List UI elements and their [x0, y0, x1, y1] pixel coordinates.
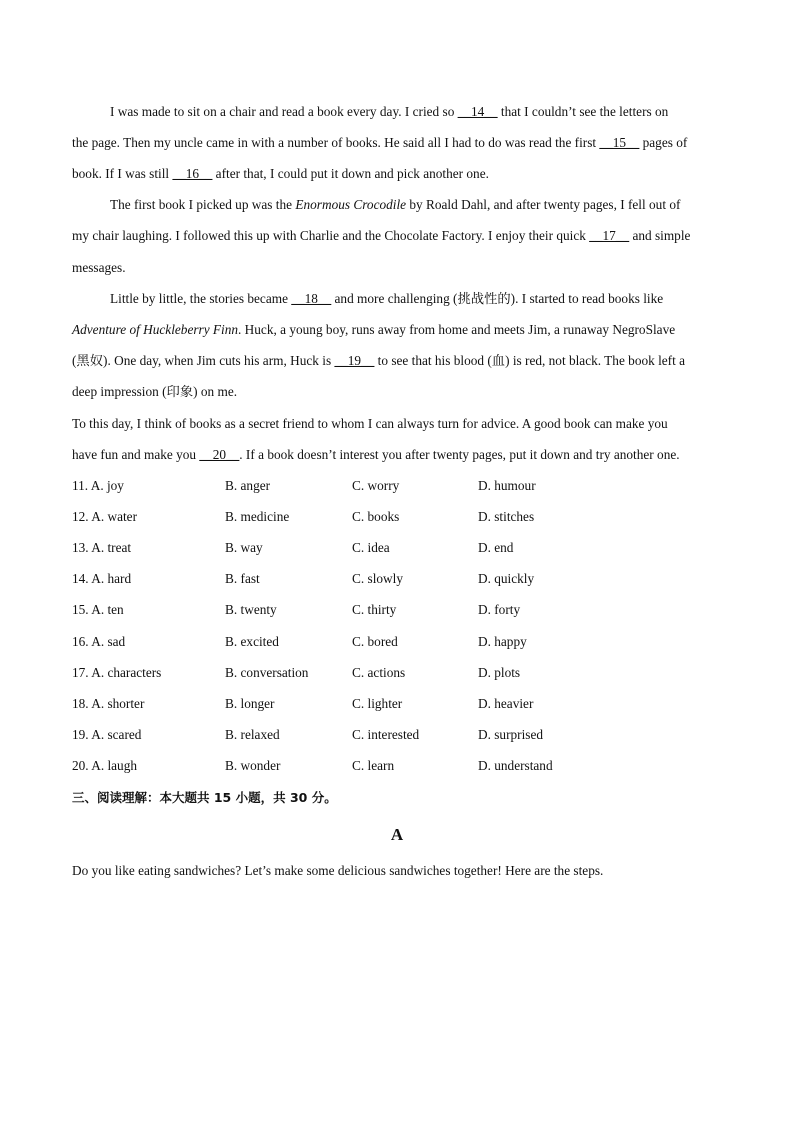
passage-text: pages of: [639, 135, 688, 150]
passage-line: [110, 196, 760, 214]
option-a: 11. A. joy: [72, 478, 124, 493]
passage-text: that I couldn’t see the letters on: [497, 104, 669, 119]
passage-line: [72, 321, 722, 339]
passage-text: Little by little, the stories became: [110, 291, 292, 306]
option-a: 12. A. water: [72, 509, 137, 525]
option-a: 16. A. sad: [72, 633, 126, 649]
option-row: [72, 633, 722, 651]
option-row: [72, 601, 722, 619]
option-d: D. heavier: [478, 695, 534, 711]
section-title: 三、阅读理解：本大题共 15 小题，共 30 分。: [72, 790, 337, 805]
passage-line: [72, 227, 722, 245]
option-d: D. stitches: [478, 509, 535, 525]
option-a: 18. A. shorter: [72, 695, 145, 711]
option-b: B. way: [225, 540, 263, 556]
option-b: B. conversation: [225, 664, 309, 680]
passage-text: The first book I picked up was the: [110, 197, 296, 212]
option-a: 13. A. treat: [72, 540, 132, 556]
option-c: C. idea: [352, 540, 390, 556]
option-b: B. medicine: [225, 509, 290, 525]
option-c: C. bored: [352, 633, 398, 649]
passage-line: [110, 290, 760, 308]
option-c: C. books: [352, 509, 400, 525]
answer-blank: __20__: [199, 447, 240, 462]
option-row: [72, 726, 722, 744]
option-d: D. humour: [478, 478, 536, 493]
answer-blank: __19__: [334, 353, 375, 368]
passage-text: . Huck, a young boy, runs away from home and meets Jim, a runaway NegroSlave: [238, 322, 676, 337]
answer-blank: __18__: [291, 291, 332, 306]
option-c: C. thirty: [352, 602, 397, 618]
passage-text: have fun and make you: [72, 447, 200, 462]
option-c: C. interested: [352, 726, 420, 742]
option-c: C. learn: [352, 757, 395, 773]
passage-line: [110, 103, 760, 121]
passage-text: and more challenging (挑战性的). I started to read books like: [331, 291, 664, 306]
option-b: B. longer: [225, 695, 275, 711]
passage-line: [72, 259, 722, 277]
passage-text: deep impression (印象) on me.: [72, 384, 238, 399]
option-d: D. understand: [478, 757, 553, 773]
passage-text: and simple: [629, 228, 691, 243]
option-a: 17. A. characters: [72, 664, 162, 680]
passage-line: [72, 134, 722, 152]
passage-heading: A: [390, 825, 404, 844]
passage-text: after that, I could put it down and pick another one.: [212, 166, 489, 181]
passage-text: by Roald Dahl, and after twenty pages, I fell out of: [406, 197, 681, 212]
option-b: B. wonder: [225, 757, 281, 773]
answer-blank: __14__: [457, 104, 498, 119]
option-a: 19. A. scared: [72, 726, 142, 742]
passage-text: To this day, I think of books as a secret friend to whom I can always turn for advice. A good book can make you: [72, 416, 668, 431]
option-row: [72, 570, 722, 588]
option-d: D. end: [478, 540, 514, 556]
option-b: B. twenty: [225, 602, 277, 618]
reading-intro: Do you like eating sandwiches? Let’s make some delicious sandwiches together! Here are the steps.: [72, 863, 604, 878]
passage-text: the page. Then my uncle came in with a number of books. He said all I had to do was read the first: [72, 135, 600, 150]
option-b: B. anger: [225, 478, 271, 493]
option-row: [72, 757, 722, 775]
option-a: 20. A. laugh: [72, 757, 138, 773]
option-a: 15. A. ten: [72, 602, 124, 618]
option-b: B. excited: [225, 633, 279, 649]
passage-text: Adventure of Huckleberry Finn: [72, 322, 239, 337]
option-row: [72, 695, 722, 713]
passage-line: [72, 352, 722, 370]
passage-text: my chair laughing. I followed this up with Charlie and the Chocolate Factory. I enjoy their quick: [72, 228, 590, 243]
passage-text: (黑奴). One day, when Jim cuts his arm, Huck is: [72, 353, 335, 368]
passage-text: I was made to sit on a chair and read a book every day. I cried so: [110, 104, 458, 119]
answer-blank: __15__: [599, 135, 640, 150]
option-d: D. happy: [478, 633, 527, 649]
passage-text: . If a book doesn’t interest you after twenty pages, put it down and try another one.: [239, 447, 680, 462]
option-row: [72, 664, 722, 682]
option-a: 14. A. hard: [72, 571, 132, 587]
option-d: D. quickly: [478, 571, 535, 587]
passage-line: [72, 383, 722, 401]
option-c: C. actions: [352, 664, 406, 680]
passage-line: [72, 165, 722, 183]
option-row: [72, 508, 722, 526]
option-b: B. relaxed: [225, 726, 280, 742]
passage-line: [72, 446, 722, 464]
option-d: D. forty: [478, 602, 521, 618]
option-c: C. lighter: [352, 695, 403, 711]
option-c: C. slowly: [352, 571, 403, 587]
option-row: [72, 477, 722, 495]
option-row: [72, 539, 722, 557]
option-c: C. worry: [352, 478, 400, 493]
passage-line: [72, 415, 722, 433]
answer-blank: __17__: [589, 228, 630, 243]
option-b: B. fast: [225, 571, 260, 587]
answer-blank: __16__: [172, 166, 213, 181]
passage-text: messages.: [72, 260, 126, 275]
passage-text: to see that his blood (血) is red, not black. The book left a: [374, 353, 686, 368]
passage-text: book. If I was still: [72, 166, 173, 181]
passage-text: Enormous Crocodile: [295, 197, 407, 212]
option-d: D. surprised: [478, 726, 543, 742]
option-d: D. plots: [478, 664, 521, 680]
